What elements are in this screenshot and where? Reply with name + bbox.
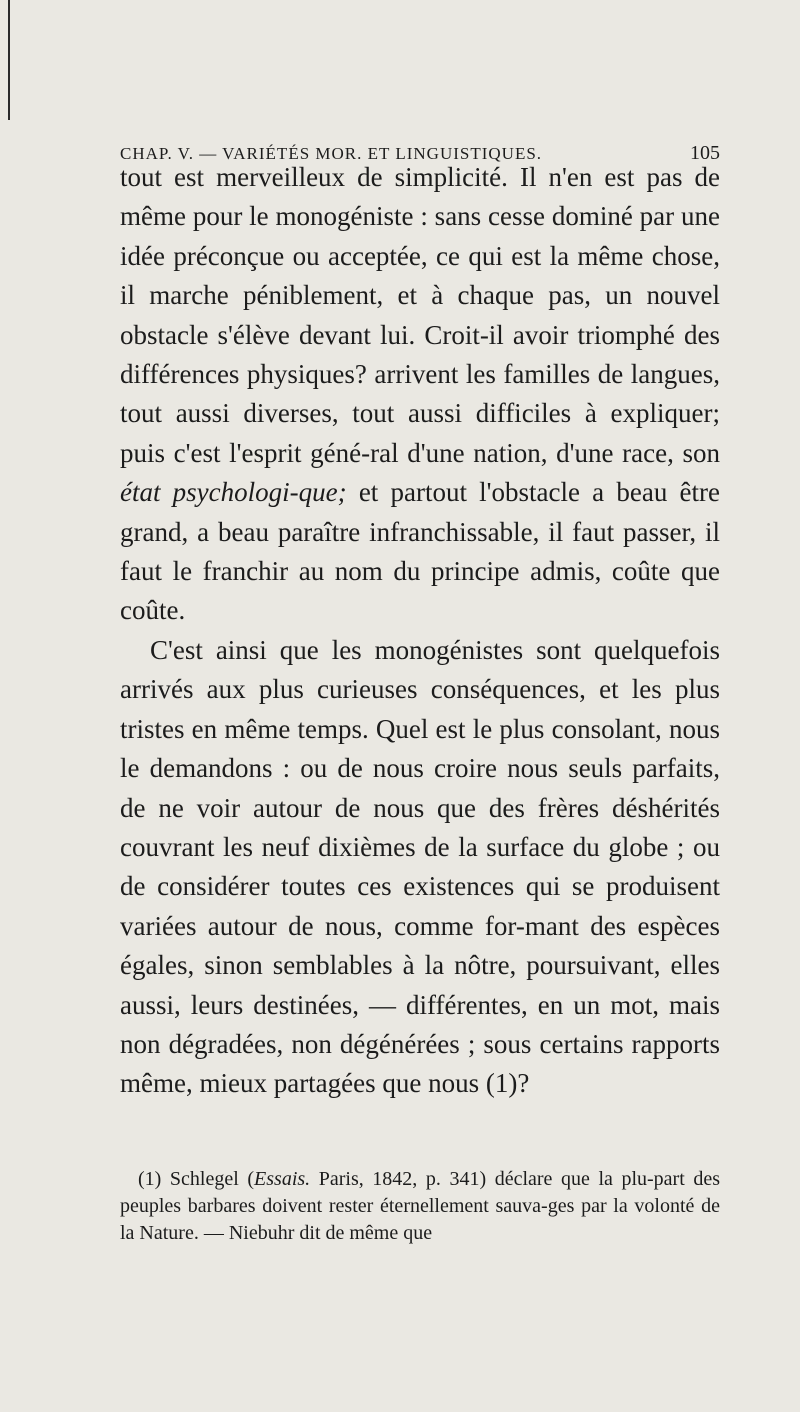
footnote <box>120 1166 720 1247</box>
paragraph-1-text-b: et partout l'obstacle a beau être grand, a beau paraître infranchissable, il faut passer, il faut le franchir au nom du principe admis, coûte que coûte. <box>120 477 720 626</box>
footnote-marker: (1) <box>138 1168 162 1190</box>
chapter-heading: CHAP. V. — VARIÉTÉS MOR. ET LINGUISTIQUES. <box>120 144 543 163</box>
footnote-work: Essais. <box>254 1168 311 1190</box>
footnote-body: Paris, 1842, p. 341) déclare que la plu-part des peuples barbares doivent rester éternellement sauva-ges par la volonté de la Nature. — Niebuhr dit de même que <box>120 1168 721 1244</box>
page-number: 105 <box>690 142 720 164</box>
paragraph-1-italic: état psychologi-que; <box>120 477 347 508</box>
footnote-text: (1) Schlegel (Essais. Paris, 1842, p. 341) déclare que la plu-part des peuples barbares doivent rester éternellement sauva-ges par la volonté de la Nature. — Niebuhr dit de même que <box>120 1168 721 1244</box>
main-text <box>120 158 720 1104</box>
footnote-author: Schlegel <box>169 1168 239 1190</box>
paragraph-1-text-a: tout est merveilleux de simplicité. Il n'en est pas de même pour le monogéniste : sans cesse dominé par une idée préconçue ou acceptée, ce qui est la même chose, il marche péniblement, et à chaque pas, un nouvel obstacle s'élève devant lui. Croit-il avoir triomphé des différences physiques? arrivent les familles de langues, tout aussi diverses, tout aussi difficiles à expliquer; puis c'est l'esprit géné-ral d'une nation, d'une race, son <box>120 162 720 468</box>
paragraph-1 <box>120 158 720 631</box>
paragraph-2: C'est ainsi que les monogénistes sont quelquefois arrivés aux plus curieuses conséquences, et les plus tristes en même temps. Quel est le plus consolant, nous le demandons : ou de nous croire nous seuls parfaits, de ne voir autour de nous que des frères déshérités couvrant les neuf dixièmes de la surface du globe ; ou de considérer toutes ces existences qui se produisent variées autour de nous, comme for-mant des espèces égales, sinon semblables à la nôtre, poursuivant, elles aussi, leurs destinées, — différentes, en un mot, mais non dégradées, non dégénérées ; sous certains rapports même, mieux partagées que nous (1)? <box>120 634 720 1099</box>
